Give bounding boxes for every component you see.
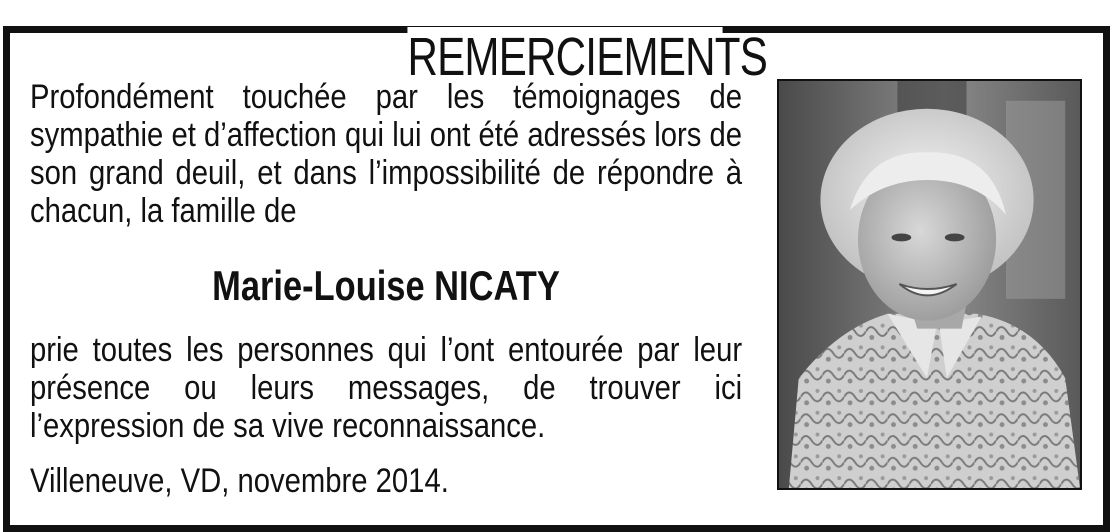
message-paragraph: prie toutes les personnes qui l’ont entourée par leur présence ou leurs messages, de trouver ici l’expression de sa vive reconnaissance. — [30, 331, 743, 445]
place-date: Villeneuve, VD, novembre 2014. — [30, 462, 449, 500]
portrait-photo — [777, 79, 1082, 490]
notice-heading: REMERCIEMENTS — [407, 27, 768, 87]
deceased-name: Marie-Louise NICATY — [212, 262, 560, 309]
intro-paragraph: Profondément touchée par les témoignages de sympathie et d’affection qui lui ont été adressés lors de son grand deuil, et dans l’impossibilité de répondre à chacun, la famille de — [30, 78, 743, 230]
portrait-image — [779, 81, 1080, 488]
